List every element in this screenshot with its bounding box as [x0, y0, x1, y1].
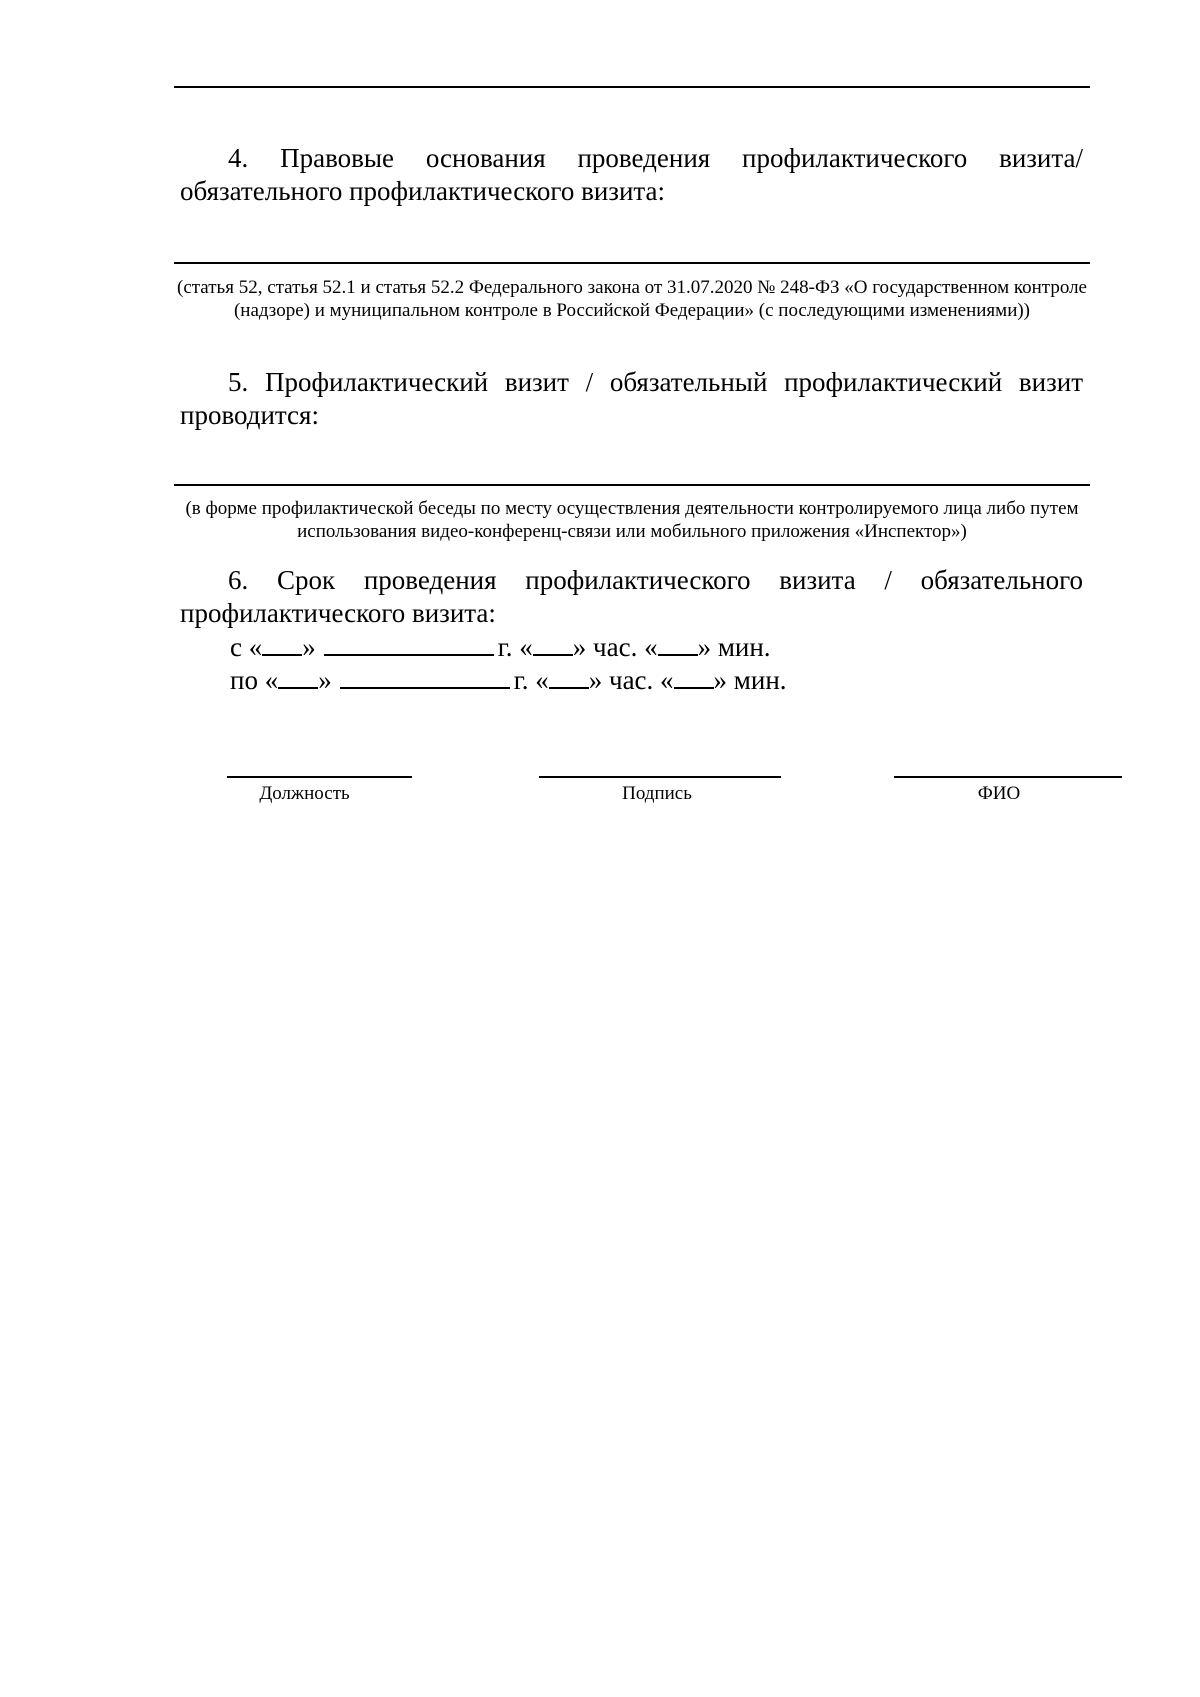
sign-label: Подпись [622, 783, 692, 804]
to-close-quote: » [318, 665, 332, 695]
from-min-suffix: » мин. [697, 632, 771, 662]
from-minute-field[interactable] [658, 630, 698, 656]
section-4-text: Правовые основания проведения профилактического визита/ обязательного профилактического визита: [180, 143, 1083, 206]
to-prefix: по « [230, 665, 279, 695]
section-6-number: 6. [228, 565, 249, 595]
section-4-number: 4. [228, 143, 249, 173]
sign-signature-line[interactable] [539, 776, 781, 778]
section-6-paragraph [180, 564, 1083, 630]
from-close-quote: » [302, 632, 316, 662]
section-4-note: (статья 52, статья 52.1 и статья 52.2 Федерального закона от 31.07.2020 № 248-ФЗ «О государственном контроле (надзоре) и муниципальном контроле в Российской Федерации» (с последующими изменениями)) [177, 277, 1087, 321]
from-hour-field[interactable] [533, 630, 573, 656]
period-from-row [230, 630, 771, 664]
to-min-suffix: » мин. [713, 665, 787, 695]
name-label: ФИО [977, 783, 1021, 804]
section-5-number: 5. [228, 367, 249, 397]
position-signature-line[interactable] [227, 776, 412, 778]
section-5-note: (в форме профилактической беседы по месту осуществления деятельности контролируемого лица либо путем использования видео-конференц-связи или мобильного приложения «Инспектор») [185, 498, 1079, 542]
from-month-year-field[interactable] [324, 630, 494, 656]
section-5-fill-line[interactable] [174, 484, 1090, 486]
to-hour-field[interactable] [549, 663, 589, 689]
to-year-suffix: г. « [513, 665, 549, 695]
to-month-year-field[interactable] [340, 663, 510, 689]
section-4-fill-line[interactable] [174, 262, 1090, 264]
to-hour-suffix: » час. « [588, 665, 674, 695]
section-5-text: Профилактический визит / обязательный профилактический визит проводится: [180, 367, 1084, 430]
to-day-field[interactable] [278, 663, 318, 689]
period-to-row [230, 663, 787, 697]
from-hour-suffix: » час. « [572, 632, 658, 662]
to-minute-field[interactable] [674, 663, 714, 689]
section-6-text: Срок проведения профилактического визита / обязательного профилактического визита: [180, 565, 1083, 628]
from-day-field[interactable] [262, 630, 302, 656]
section-4-paragraph [180, 142, 1083, 208]
name-signature-line[interactable] [894, 776, 1122, 778]
from-year-suffix: г. « [497, 632, 533, 662]
section-5-paragraph [180, 366, 1083, 432]
top-rule [174, 86, 1090, 88]
from-prefix: с « [230, 632, 263, 662]
position-label: Должность [259, 783, 350, 804]
